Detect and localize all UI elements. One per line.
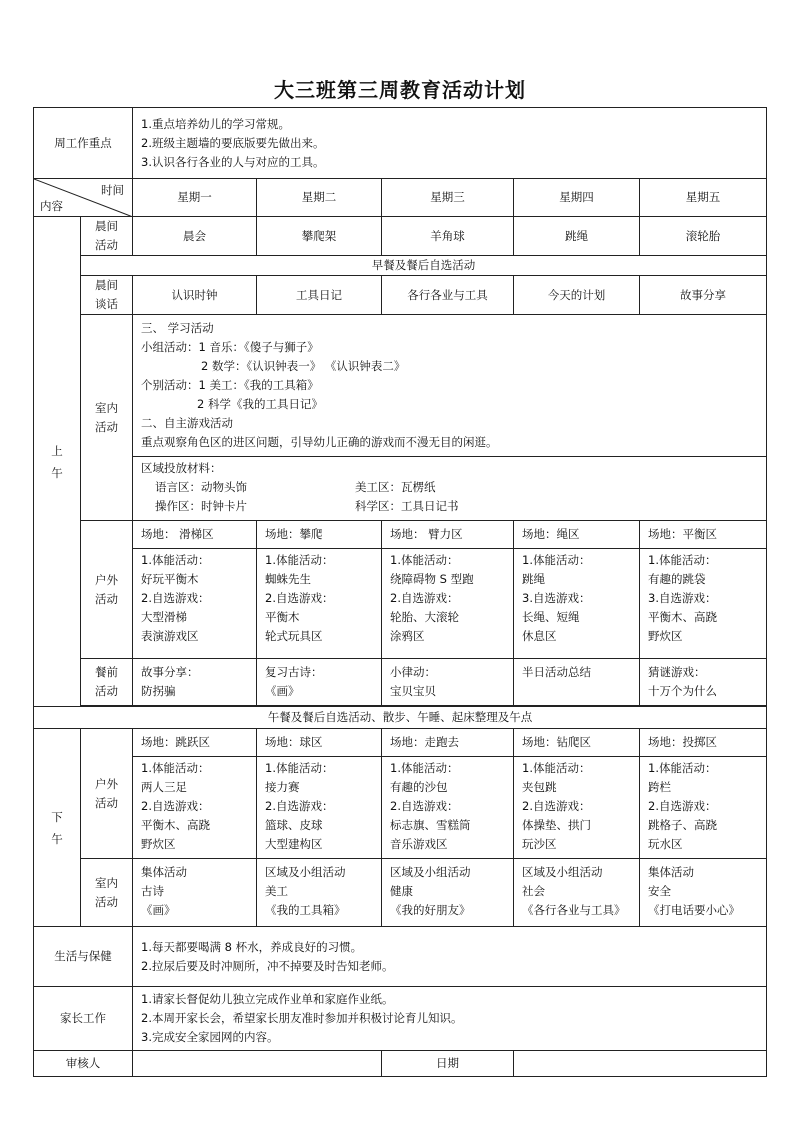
page-title: 大三班第三周教育活动计划 xyxy=(274,78,526,102)
outdoor-line: 1.体能活动： xyxy=(141,761,210,775)
outdoor-line: 两人三足 xyxy=(141,780,187,794)
pre-meal-cell xyxy=(133,659,257,706)
study-title: 三、 学习活动 xyxy=(141,321,214,335)
pre-meal-cell xyxy=(382,659,514,706)
outdoor-line: 2.自选游戏： xyxy=(265,591,334,605)
free-play-line: 重点观察角色区的进区问题，引导幼儿正确的游戏而不漫无目的闲逛。 xyxy=(141,435,498,449)
pre-meal-line: 半日活动总结 xyxy=(522,665,591,679)
morning-label-text: 上午 xyxy=(51,443,63,480)
morning-talk-cell: 今天的计划 xyxy=(514,276,640,315)
day-header: 星期二 xyxy=(257,179,382,217)
area-item: 美工区：瓦楞纸 xyxy=(355,480,436,494)
outdoor-line: 篮球、皮球 xyxy=(265,818,323,832)
morning-activity-cell: 攀爬架 xyxy=(257,217,382,256)
outdoor-line: 平衡木、高跷 xyxy=(141,818,210,832)
afternoon-indoor-cell xyxy=(640,859,767,927)
day-header: 星期三 xyxy=(382,179,514,217)
study-line: 小组活动：1 音乐：《傻子与狮子》 xyxy=(141,340,319,354)
indoor-activity-label xyxy=(81,315,133,521)
divider xyxy=(382,756,513,757)
area-title: 区域投放材料： xyxy=(141,461,222,475)
outdoor-line: 2.自选游戏： xyxy=(265,799,334,813)
indoor-activity-label-text: 室内活动 xyxy=(95,400,118,434)
footer-row xyxy=(34,1051,767,1077)
pre-meal-line: 《画》 xyxy=(265,684,300,698)
parents-line: 2.本周开家长会，希望家长朋友准时参加并积极讨论育儿知识。 xyxy=(141,1011,463,1025)
focus-row xyxy=(34,108,767,179)
outdoor-line: 夹包跳 xyxy=(522,780,557,794)
day-header: 星期五 xyxy=(640,179,767,217)
outdoor-cell xyxy=(257,521,382,659)
morning-talk-cell: 故事分享 xyxy=(640,276,767,315)
outdoor-line: 音乐游戏区 xyxy=(390,837,448,851)
outdoor-line: 1.体能活动： xyxy=(265,553,334,567)
pre-meal-line: 故事分享： xyxy=(141,665,199,679)
lunch-text: 午餐及餐后自选活动、散步、午睡、起床整理及午点 xyxy=(34,707,767,729)
morning-talk-cell: 工具日记 xyxy=(257,276,382,315)
pre-meal-cell xyxy=(640,659,767,706)
morning-activity-cell: 晨会 xyxy=(133,217,257,256)
study-line: 2 数学：《认识钟表一》 《认识钟表二》 xyxy=(201,359,406,373)
pre-meal-line: 猜谜游戏： xyxy=(648,665,706,679)
study-line: 个别活动：1 美工：《我的工具箱》 xyxy=(141,378,319,392)
outdoor-line: 轮胎、大滚轮 xyxy=(390,610,459,624)
morning-activity-label-text: 晨间活动 xyxy=(95,219,118,252)
morning-talk-label-text: 晨间谈话 xyxy=(95,278,118,311)
morning-talk-cell: 认识时钟 xyxy=(133,276,257,315)
focus-line: 2.班级主题墙的要底版要先做出来。 xyxy=(141,135,325,150)
divider xyxy=(133,548,256,549)
divider xyxy=(133,456,766,457)
outdoor-place: 场地：投掷区 xyxy=(648,735,717,749)
indoor-line: 区域及小组活动 xyxy=(265,865,346,879)
outdoor-cell xyxy=(133,729,257,859)
outdoor-line: 大型滑梯 xyxy=(141,610,187,624)
pre-meal-line: 十万个为什么 xyxy=(648,684,717,698)
health-line: 1.每天都要喝满 8 杯水，养成良好的习惯。 xyxy=(141,939,363,954)
outdoor-place: 场地：跳跃区 xyxy=(141,735,210,749)
header-row xyxy=(34,179,767,217)
afternoon-outdoor-label xyxy=(81,729,133,859)
free-play-title: 二、自主游戏活动 xyxy=(141,416,233,430)
parents-line: 1.请家长督促幼儿独立完成作业单和家庭作业纸。 xyxy=(141,992,394,1006)
outdoor-line: 绕障碍物 S 型跑 xyxy=(390,572,474,586)
header-time-label: 时间 xyxy=(101,183,124,197)
indoor-line: 集体活动 xyxy=(648,865,694,879)
pre-meal-line: 宝贝宝贝 xyxy=(390,684,436,698)
afternoon-indoor-label-text: 室内活动 xyxy=(95,875,118,909)
outdoor-line: 休息区 xyxy=(522,629,557,643)
pre-meal-line: 小律动： xyxy=(390,665,436,679)
afternoon-outdoor-row xyxy=(34,729,767,859)
divider xyxy=(640,756,766,757)
indoor-line: 《打电话要小心》 xyxy=(648,903,740,917)
pre-meal-cell xyxy=(514,659,640,706)
morning-outdoor-label-text: 户外活动 xyxy=(95,572,118,606)
morning-outdoor-label xyxy=(81,521,133,659)
pre-meal-label xyxy=(81,659,133,706)
afternoon-indoor-row xyxy=(34,859,767,927)
plan-table xyxy=(33,107,767,1077)
reviewer-value xyxy=(133,1051,382,1077)
outdoor-line: 涂鸦区 xyxy=(390,629,425,643)
divider xyxy=(382,548,513,549)
outdoor-line: 体操垫、拱门 xyxy=(522,818,591,832)
indoor-study-cell xyxy=(133,315,767,521)
outdoor-place: 场地：绳区 xyxy=(522,527,580,541)
morning-activity-cell: 跳绳 xyxy=(514,217,640,256)
area-item: 语言区：动物头饰 xyxy=(155,480,247,494)
morning-talk-label xyxy=(81,276,133,315)
outdoor-place: 场地：攀爬 xyxy=(265,527,323,541)
header-diagonal-cell xyxy=(34,179,133,217)
header-content-label: 内容 xyxy=(40,199,63,213)
pre-meal-cell xyxy=(257,659,382,706)
indoor-line: 《各行各业与工具》 xyxy=(522,903,626,917)
afternoon-indoor-cell xyxy=(382,859,514,927)
afternoon-indoor-cell xyxy=(257,859,382,927)
indoor-line: 《画》 xyxy=(141,903,176,917)
outdoor-place: 场地：走跑去 xyxy=(390,735,459,749)
outdoor-line: 野炊区 xyxy=(141,837,176,851)
afternoon-indoor-cell xyxy=(133,859,257,927)
outdoor-line: 2.自选游戏： xyxy=(141,591,210,605)
indoor-line: 《我的好朋友》 xyxy=(390,903,471,917)
indoor-line: 《我的工具箱》 xyxy=(265,903,346,917)
afternoon-label-text: 下午 xyxy=(51,809,63,846)
indoor-line: 区域及小组活动 xyxy=(522,865,603,879)
outdoor-cell xyxy=(133,521,257,659)
morning-talk-cell: 各行各业与工具 xyxy=(382,276,514,315)
outdoor-line: 1.体能活动： xyxy=(265,761,334,775)
pre-meal-label-text: 餐前活动 xyxy=(95,665,118,698)
study-line: 2 科学《我的工具日记》 xyxy=(197,397,323,411)
outdoor-line: 2.自选游戏： xyxy=(390,591,459,605)
outdoor-line: 野炊区 xyxy=(648,629,683,643)
parents-content xyxy=(133,987,767,1051)
afternoon-label xyxy=(34,729,81,927)
date-label: 日期 xyxy=(382,1051,514,1077)
outdoor-place: 场地：球区 xyxy=(265,735,323,749)
outdoor-cell xyxy=(514,521,640,659)
indoor-line: 集体活动 xyxy=(141,865,187,879)
indoor-line: 社会 xyxy=(522,884,545,898)
indoor-study-row xyxy=(34,315,767,521)
morning-label xyxy=(34,217,81,707)
indoor-line: 区域及小组活动 xyxy=(390,865,471,879)
pre-meal-row xyxy=(34,659,767,706)
morning-activity-row xyxy=(34,217,767,256)
outdoor-line: 1.体能活动： xyxy=(390,761,459,775)
outdoor-line: 平衡木 xyxy=(265,610,300,624)
outdoor-line: 1.体能活动： xyxy=(522,553,591,567)
outdoor-line: 2.自选游戏： xyxy=(648,799,717,813)
area-item: 操作区：时钟卡片 xyxy=(155,499,247,513)
indoor-line: 健康 xyxy=(390,884,413,898)
outdoor-line: 1.体能活动： xyxy=(648,761,717,775)
outdoor-cell xyxy=(382,521,514,659)
outdoor-cell xyxy=(640,729,767,859)
outdoor-line: 有趣的跳袋 xyxy=(648,572,706,586)
health-content xyxy=(133,927,767,987)
area-item: 科学区：工具日记书 xyxy=(355,499,459,513)
health-label: 生活与保健 xyxy=(34,927,133,987)
outdoor-place: 场地：平衡区 xyxy=(648,527,717,541)
divider xyxy=(514,548,639,549)
focus-content xyxy=(133,108,767,179)
outdoor-line: 蜘蛛先生 xyxy=(265,572,311,586)
outdoor-cell xyxy=(257,729,382,859)
outdoor-place: 场地： 臂力区 xyxy=(390,527,463,541)
divider xyxy=(514,756,639,757)
indoor-line: 美工 xyxy=(265,884,288,898)
outdoor-place: 场地：钻爬区 xyxy=(522,735,591,749)
outdoor-line: 2.自选游戏： xyxy=(390,799,459,813)
afternoon-indoor-cell xyxy=(514,859,640,927)
morning-outdoor-row xyxy=(34,521,767,659)
outdoor-line: 跳格子、高跷 xyxy=(648,818,717,832)
outdoor-line: 跳绳 xyxy=(522,572,545,586)
divider xyxy=(640,548,766,549)
lunch-row xyxy=(34,707,767,729)
outdoor-line: 大型建构区 xyxy=(265,837,323,851)
breakfast-text: 早餐及餐后自选活动 xyxy=(81,256,767,276)
parents-line: 3.完成安全家园网的内容。 xyxy=(141,1030,279,1044)
outdoor-cell xyxy=(514,729,640,859)
outdoor-place: 场地： 滑梯区 xyxy=(141,527,214,541)
afternoon-outdoor-label-text: 户外活动 xyxy=(95,776,118,810)
focus-label: 周工作重点 xyxy=(34,108,133,179)
outdoor-line: 表演游戏区 xyxy=(141,629,199,643)
indoor-line: 安全 xyxy=(648,884,671,898)
focus-line: 1.重点培养幼儿的学习常规。 xyxy=(141,116,290,131)
outdoor-line: 轮式玩具区 xyxy=(265,629,323,643)
afternoon-indoor-label xyxy=(81,859,133,927)
outdoor-cell xyxy=(640,521,767,659)
focus-line: 3.认识各行各业的人与对应的工具。 xyxy=(141,154,325,169)
outdoor-line: 玩沙区 xyxy=(522,837,557,851)
outdoor-line: 2.自选游戏： xyxy=(141,799,210,813)
parents-row xyxy=(34,987,767,1051)
outdoor-line: 2.自选游戏： xyxy=(522,799,591,813)
outdoor-line: 长绳、短绳 xyxy=(522,610,580,624)
day-header: 星期一 xyxy=(133,179,257,217)
area-row xyxy=(141,478,758,497)
morning-activity-cell: 羊角球 xyxy=(382,217,514,256)
outdoor-line: 3.自选游戏： xyxy=(648,591,717,605)
outdoor-cell xyxy=(382,729,514,859)
morning-activity-label xyxy=(81,217,133,256)
parents-label: 家长工作 xyxy=(34,987,133,1051)
date-value xyxy=(514,1051,767,1077)
breakfast-row xyxy=(34,256,767,276)
outdoor-line: 有趣的沙包 xyxy=(390,780,448,794)
pre-meal-line: 复习古诗： xyxy=(265,665,323,679)
day-header: 星期四 xyxy=(514,179,640,217)
divider xyxy=(257,756,381,757)
outdoor-line: 1.体能活动： xyxy=(522,761,591,775)
outdoor-line: 1.体能活动： xyxy=(390,553,459,567)
divider xyxy=(133,756,256,757)
outdoor-line: 玩水区 xyxy=(648,837,683,851)
health-line: 2.拉尿后要及时冲厕所，冲不掉要及时告知老师。 xyxy=(141,958,394,973)
outdoor-line: 跨栏 xyxy=(648,780,671,794)
divider xyxy=(257,548,381,549)
health-row xyxy=(34,927,767,987)
indoor-line: 古诗 xyxy=(141,884,164,898)
reviewer-label: 审核人 xyxy=(34,1051,133,1077)
morning-talk-row xyxy=(34,276,767,315)
outdoor-line: 接力赛 xyxy=(265,780,300,794)
outdoor-line: 平衡木、高跷 xyxy=(648,610,717,624)
outdoor-line: 好玩平衡木 xyxy=(141,572,199,586)
pre-meal-line: 防拐骗 xyxy=(141,684,176,698)
outdoor-line: 3.自选游戏： xyxy=(522,591,591,605)
outdoor-line: 1.体能活动： xyxy=(141,553,210,567)
area-row xyxy=(141,497,758,516)
outdoor-line: 标志旗、雪糕筒 xyxy=(390,818,471,832)
outdoor-line: 1.体能活动： xyxy=(648,553,717,567)
morning-activity-cell: 滚轮胎 xyxy=(640,217,767,256)
